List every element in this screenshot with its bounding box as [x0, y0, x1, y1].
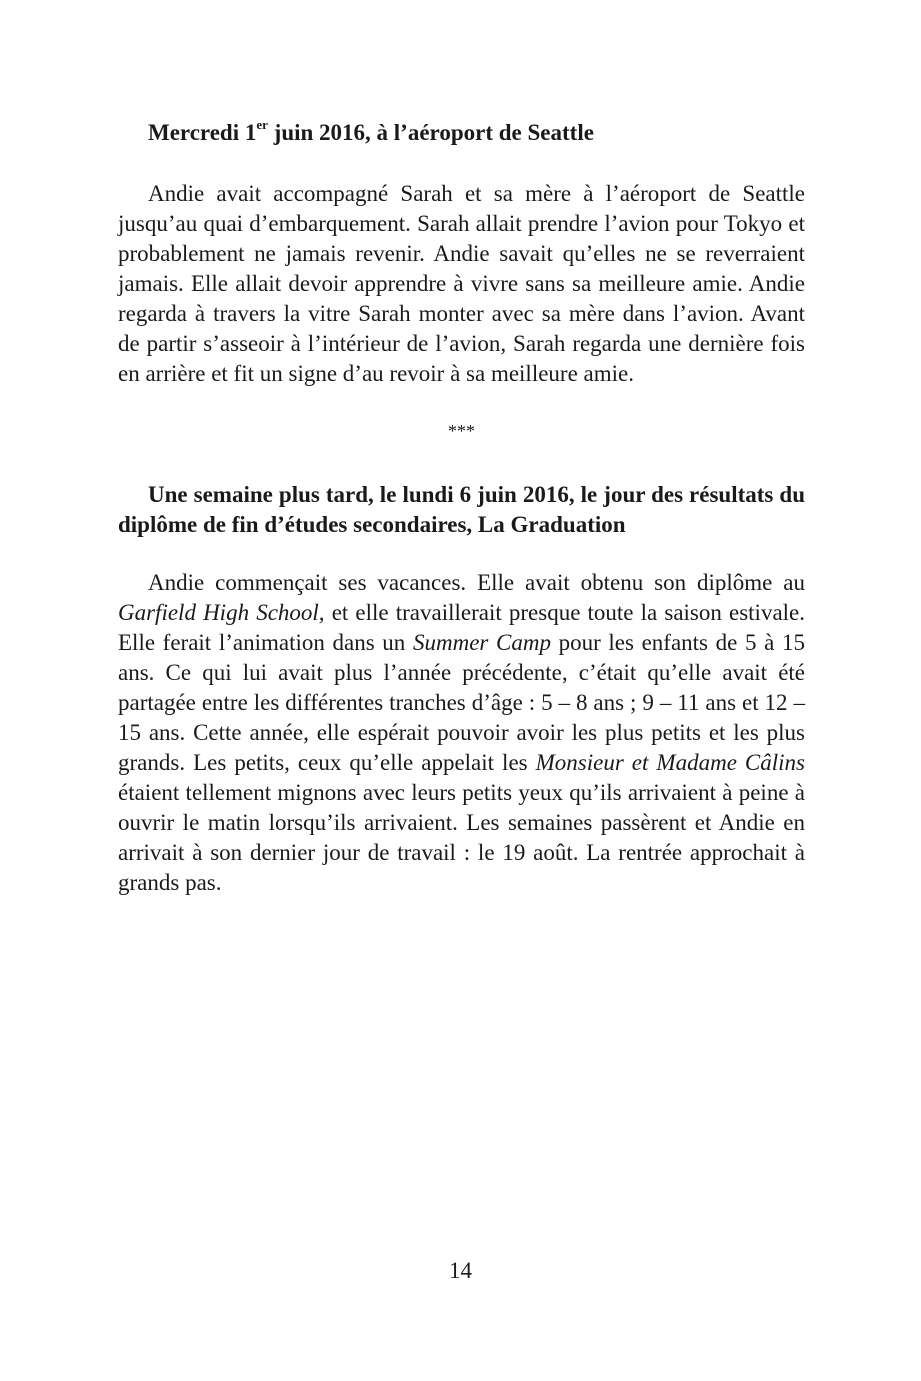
heading-1-text-rest: juin 2016, à l’aéroport de Seattle	[267, 120, 594, 145]
school-name: Garfield High School,	[118, 600, 325, 625]
section-heading-2: Une semaine plus tard, le lundi 6 juin 2016, le jour des résultats du diplôme de fin d’études secondaires, La Graduation	[118, 482, 805, 537]
paragraph-2-text-a: Andie commençait ses vacances. Elle avait obtenu son diplôme au	[148, 570, 805, 595]
paragraph-2-text-b: et elle travaillerait presque toute la saison estivale. Elle ferait l’animation dans un	[118, 600, 805, 655]
nickname: Monsieur et Madame Câlins	[535, 750, 805, 775]
page-number: 14	[449, 1258, 472, 1283]
paragraph-1: Andie avait accompagné Sarah et sa mère à l’aéroport de Seattle jusqu’au quai d’embarquement. Sarah allait prendre l’avion pour Tokyo et probablement ne jamais revenir. Andie savait qu’elles ne se reverraient jamais. Elle allait devoir apprendre à vivre sans sa meilleure amie. Andie regarda à travers la vitre Sarah monter avec sa mère dans l’avion. Avant de partir s’asseoir à l’intérieur de l’avion, Sarah regarda une dernière fois en arrière et fit un signe d’au revoir à sa meilleure amie.	[118, 181, 805, 386]
section-heading-1	[118, 118, 805, 148]
section-separator: ***	[448, 421, 475, 441]
paragraph-2	[118, 568, 805, 898]
paragraph-2-text-d: étaient tellement mignons avec leurs petits yeux qu’ils arrivaient à peine à ouvrir le matin lorsqu’ils arrivaient. Les semaines passèrent et Andie en arrivait à son dernier jour de travail : le 19 août. La rentrée approchait à grands pas.	[118, 780, 805, 895]
camp-name: Summer Camp	[412, 630, 551, 655]
heading-1-text: Mercredi 1	[148, 120, 257, 145]
heading-1-superscript: er	[256, 117, 268, 133]
paragraph-2-text-c: pour les enfants de 5 à 15 ans. Ce qui lui avait plus l’année précédente, c’était qu’elle avait été partagée entre les différentes tranches d’âge : 5 – 8 ans ; 9 – 11 ans et 12 – 15 ans. Cette année, elle espérait pouvoir avoir les plus petits et les plus grands. Les petits, ceux qu’elle appelait les	[118, 630, 805, 775]
